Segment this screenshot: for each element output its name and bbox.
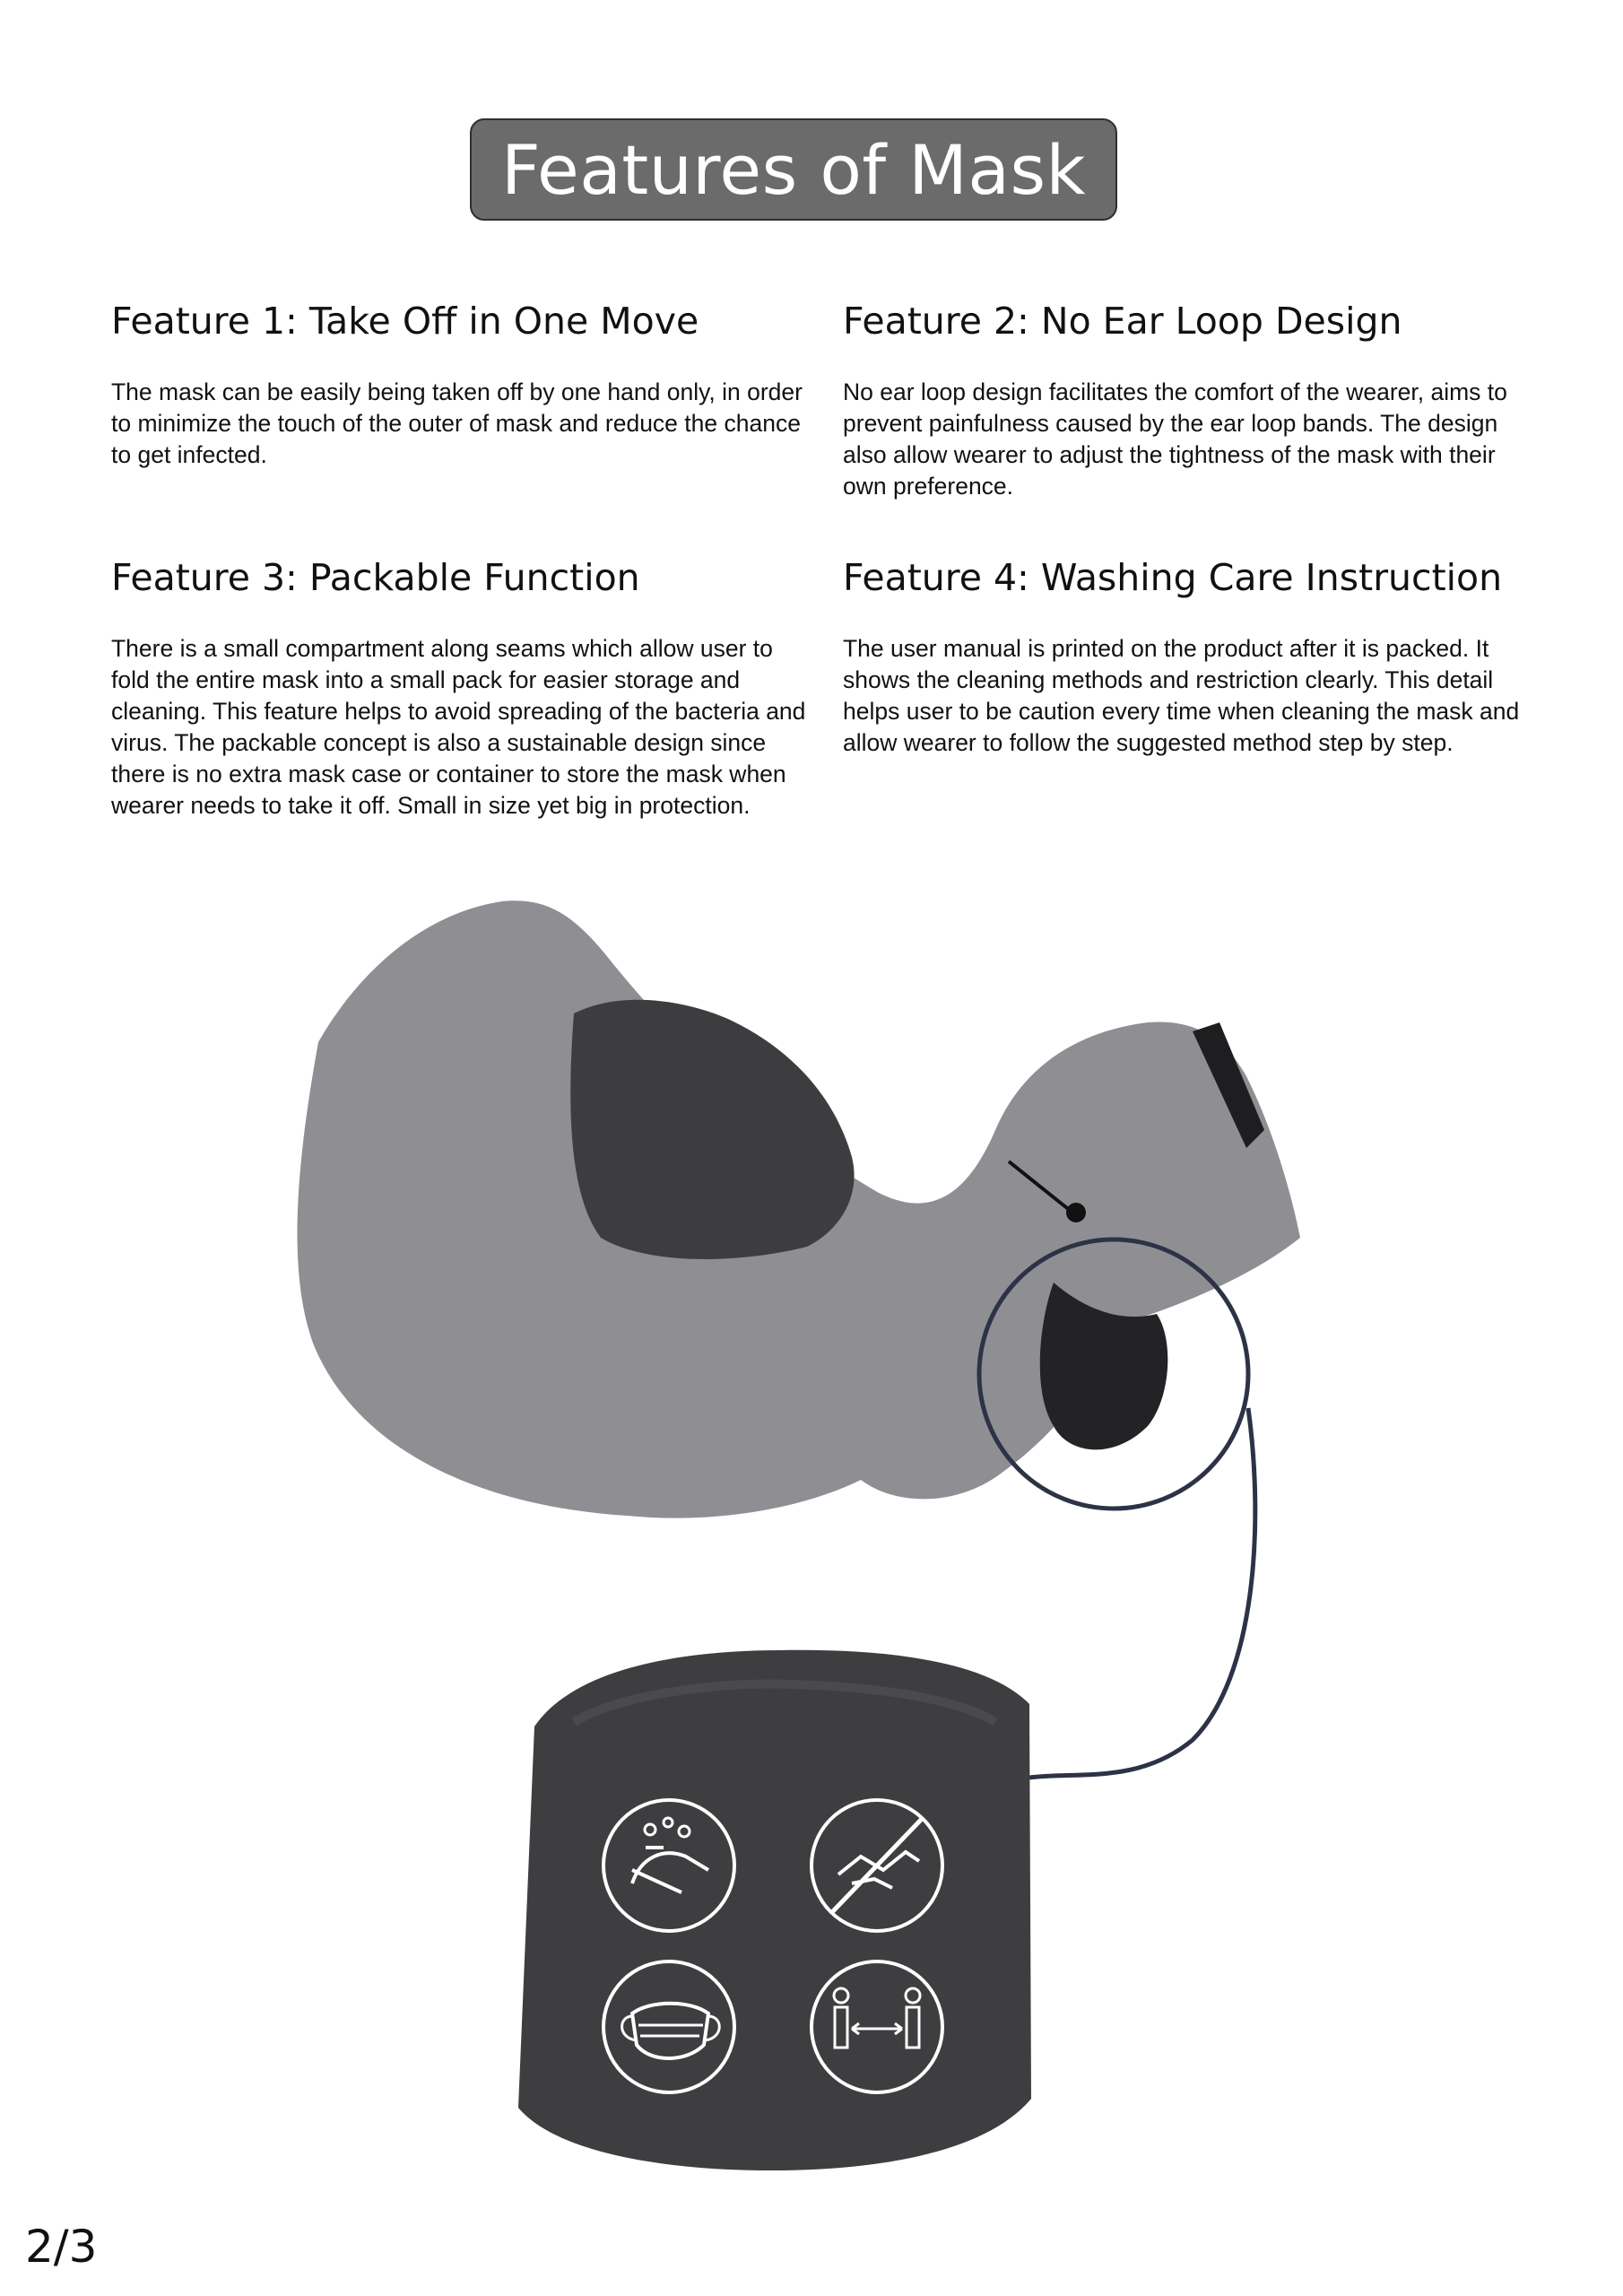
callout-circle: [979, 1239, 1248, 1509]
feature-2-body: No ear loop design facilitates the comfort of the wearer, aims to prevent painfulness caused by the ear loop bands. The design also allow wearer to adjust the tightness of the mask with their own preference.: [843, 378, 1507, 500]
pouch-fabric-shape: [518, 1650, 1031, 2170]
title-banner: [470, 118, 1117, 221]
feature-1: [111, 300, 811, 471]
mask-fabric-shape: [297, 900, 1300, 1518]
packed-pouch: [518, 1650, 1031, 2170]
page-title: Features of Mask: [500, 129, 1087, 210]
feature-1-heading: Feature 1: Take Off in One Move: [111, 300, 699, 343]
feature-2-heading: Feature 2: No Ear Loop Design: [843, 300, 1402, 343]
feature-4-heading: Feature 4: Washing Care Instruction: [843, 556, 1503, 599]
feature-3-body: There is a small compartment along seams which allow user to fold the entire mask into a small pack for easier storage and cleaning. This feature helps to avoid spreading of the bacteria and virus. The packable concept is also a sustainable design since there is no extra mask case or container to store the mask when wearer needs to take it off. Small in size yet big in protection.: [111, 635, 806, 819]
page-number: 2/3: [25, 2221, 98, 2273]
compartment-opening-shape: [1040, 1283, 1168, 1449]
toggle-stopper-shape: [1066, 1203, 1086, 1222]
feature-4: [843, 556, 1542, 759]
face-mask-icon: [603, 1961, 734, 2092]
mesh-panel-shape: [570, 1000, 854, 1259]
velcro-strap-shape: [1193, 1022, 1264, 1148]
no-handshake-icon: [812, 1800, 942, 1931]
feature-1-body: The mask can be easily being taken off by one hand only, in order to minimize the touch of the outer of mask and reduce the chance to get infected.: [111, 378, 803, 468]
hand-washing-icon: [603, 1800, 734, 1931]
callout-connector-line: [1029, 1408, 1255, 1778]
feature-3: [111, 556, 811, 822]
feature-2: [843, 300, 1542, 502]
drawcord-shape: [1009, 1161, 1076, 1215]
mask-photo: [297, 900, 1300, 1518]
feature-3-heading: Feature 3: Packable Function: [111, 556, 640, 599]
feature-4-body: The user manual is printed on the product after it is packed. It shows the cleaning methods and restriction clearly. This detail helps user to be caution every time when cleaning the mask and allow wearer to follow the suggested method step by step.: [843, 635, 1520, 756]
pouch-seam-shape: [574, 1683, 995, 1722]
social-distance-icon: [812, 1961, 942, 2092]
